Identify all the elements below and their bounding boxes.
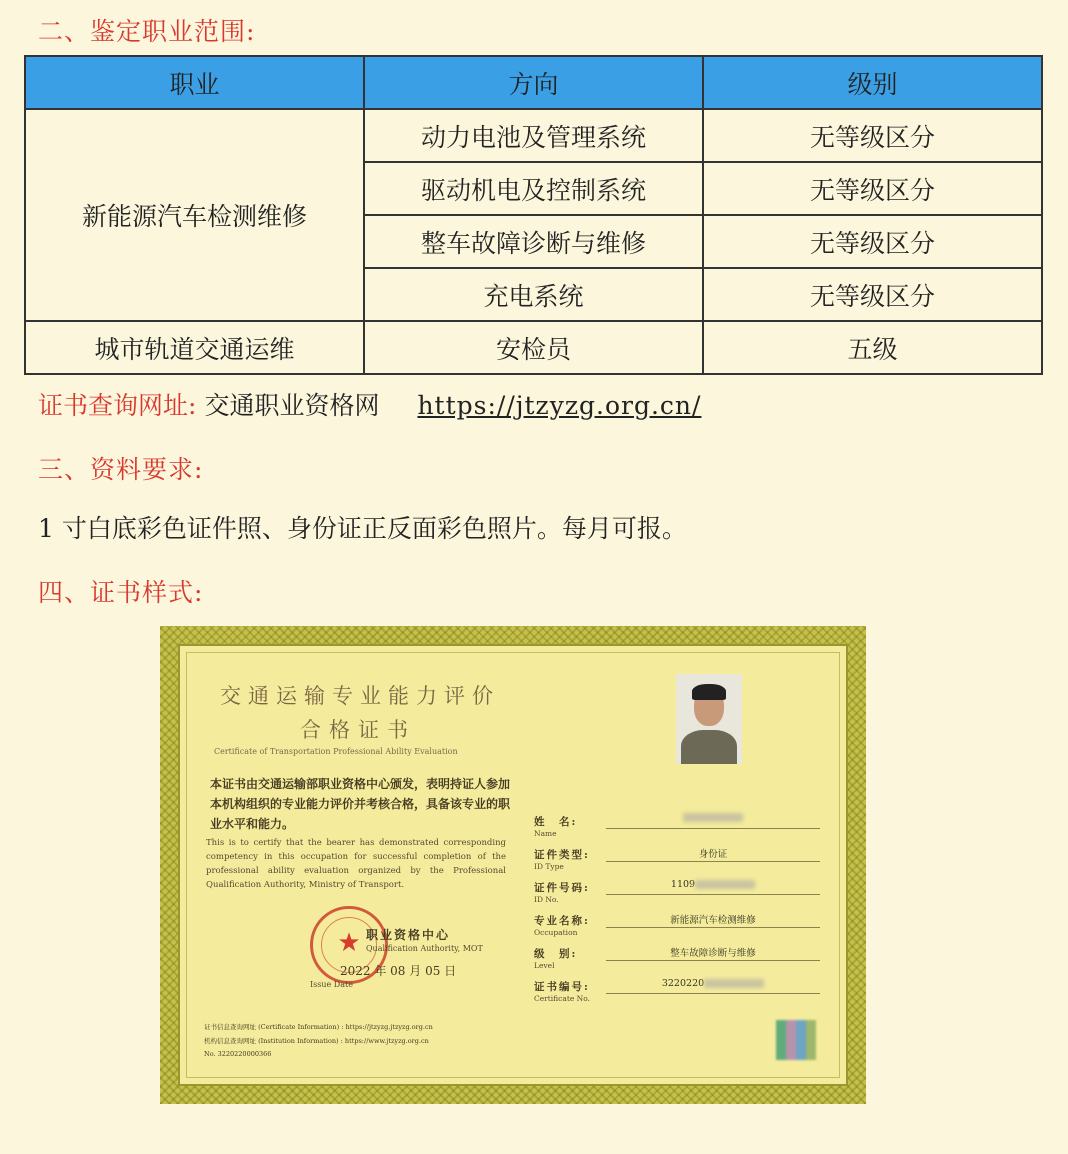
header-level: 级别	[703, 56, 1042, 109]
section-heading-requirements: 三、资料要求:	[38, 455, 204, 484]
seal-star-icon: ★	[337, 928, 361, 958]
occupation-scope-table	[24, 55, 1043, 375]
field-idtype-label: 证件类型:	[534, 849, 590, 861]
issue-date: 2022 年 08 月 05 日	[340, 964, 457, 978]
occupation-cell: 城市轨道交通运维	[25, 321, 364, 374]
field-certno-label-en: Certificate No.	[534, 994, 591, 1003]
holder-photo	[676, 674, 742, 764]
field-level-label: 级 别:	[534, 948, 578, 960]
field-name-label: 姓 名:	[534, 816, 578, 828]
direction-cell: 充电系统	[364, 268, 703, 321]
field-certno-label: 证书编号:	[534, 981, 590, 993]
certificate-paper	[178, 644, 848, 1086]
field-certno-value	[606, 978, 820, 989]
field-underline	[606, 861, 820, 862]
level-cell: 无等级区分	[703, 215, 1042, 268]
field-idno-label: 证件号码:	[534, 882, 590, 894]
field-name-label-en: Name	[534, 829, 557, 838]
certificate-body-cn: 本证书由交通运输部职业资格中心颁发，表明持证人参加本机构组织的专业能力评价并考核合格，具备该专业的职业水平和能力。	[210, 777, 511, 831]
redacted-value	[683, 813, 743, 822]
level-cell: 无等级区分	[703, 109, 1042, 162]
redacted-value	[695, 880, 755, 889]
level-cell: 无等级区分	[703, 268, 1042, 321]
field-idno-value	[606, 879, 820, 890]
idno-visible-digits: 1109	[670, 879, 696, 890]
qr-code	[776, 1020, 816, 1060]
direction-cell: 驱动机电及控制系统	[364, 162, 703, 215]
certificate-body-en: This is to certify that the bearer has demonstrated corresponding competency in this occupation for successful completion of the professional ability evaluation organized by the Professional Qualification Authority, Ministry of Transport.	[206, 838, 506, 890]
photo-hair	[692, 684, 726, 700]
field-underline	[606, 993, 820, 994]
footer-line: 机构信息查询网址 (Institution Information) : https://www.jtzyzg.org.cn	[204, 1037, 429, 1045]
issuer-en: Qualification Authority, MOT	[366, 944, 483, 953]
certificate-subtitle-en: Certificate of Transportation Professional Ability Evaluation	[214, 747, 458, 756]
requirements-text: 1 寸白底彩色证件照、身份证正反面彩色照片。每月可报。	[38, 514, 687, 543]
certificate-title-line2: 合格证书	[300, 718, 416, 742]
table-header-row	[25, 56, 1042, 109]
issuer-cn: 职业资格中心	[366, 928, 451, 942]
certificate-title: 交通运输专业能力评价	[220, 684, 500, 708]
direction-cell: 整车故障诊断与维修	[364, 215, 703, 268]
field-idtype-value: 身份证	[698, 849, 728, 860]
section-heading-scope: 二、鉴定职业范围:	[38, 17, 256, 46]
certificate-image	[160, 626, 866, 1104]
section-heading-certificate: 四、证书样式:	[38, 578, 204, 607]
query-site-name: 交通职业资格网	[204, 391, 380, 420]
field-underline	[606, 894, 820, 895]
header-direction: 方向	[364, 56, 703, 109]
certno-visible-digits: 3220220	[661, 978, 705, 989]
query-url-link[interactable]: https://jtzyzg.org.cn/	[417, 391, 702, 420]
level-cell: 无等级区分	[703, 162, 1042, 215]
direction-cell: 安检员	[364, 321, 703, 374]
field-level-value: 整车故障诊断与维修	[670, 948, 756, 959]
occupation-cell: 新能源汽车检测维修	[25, 109, 364, 321]
field-occupation-label: 专业名称:	[534, 915, 590, 927]
field-occupation-label-en: Occupation	[534, 928, 578, 937]
photo-body	[681, 730, 737, 764]
issue-date-label-en: Issue Date	[310, 980, 353, 989]
query-label: 证书查询网址:	[38, 391, 197, 420]
direction-cell: 动力电池及管理系统	[364, 109, 703, 162]
field-underline	[606, 927, 820, 928]
field-underline	[606, 960, 820, 961]
field-underline	[606, 828, 820, 829]
level-cell: 五级	[703, 321, 1042, 374]
field-idno-label-en: ID No.	[534, 895, 559, 904]
header-occupation: 职业	[25, 56, 364, 109]
field-name-value	[606, 812, 820, 823]
field-level-label-en: Level	[534, 961, 555, 970]
table-row	[25, 109, 1042, 162]
footer-certno: No. 3220220000366	[204, 1050, 272, 1058]
table-row	[25, 321, 1042, 374]
footer-line: 证书信息查询网址 (Certificate Information) : https://jtzyzg.jtzyzg.org.cn	[204, 1023, 433, 1031]
certificate-query-line	[38, 386, 701, 422]
redacted-value	[704, 979, 764, 988]
field-occupation-value: 新能源汽车检测维修	[670, 915, 756, 926]
field-idtype-label-en: ID Type	[534, 862, 564, 871]
